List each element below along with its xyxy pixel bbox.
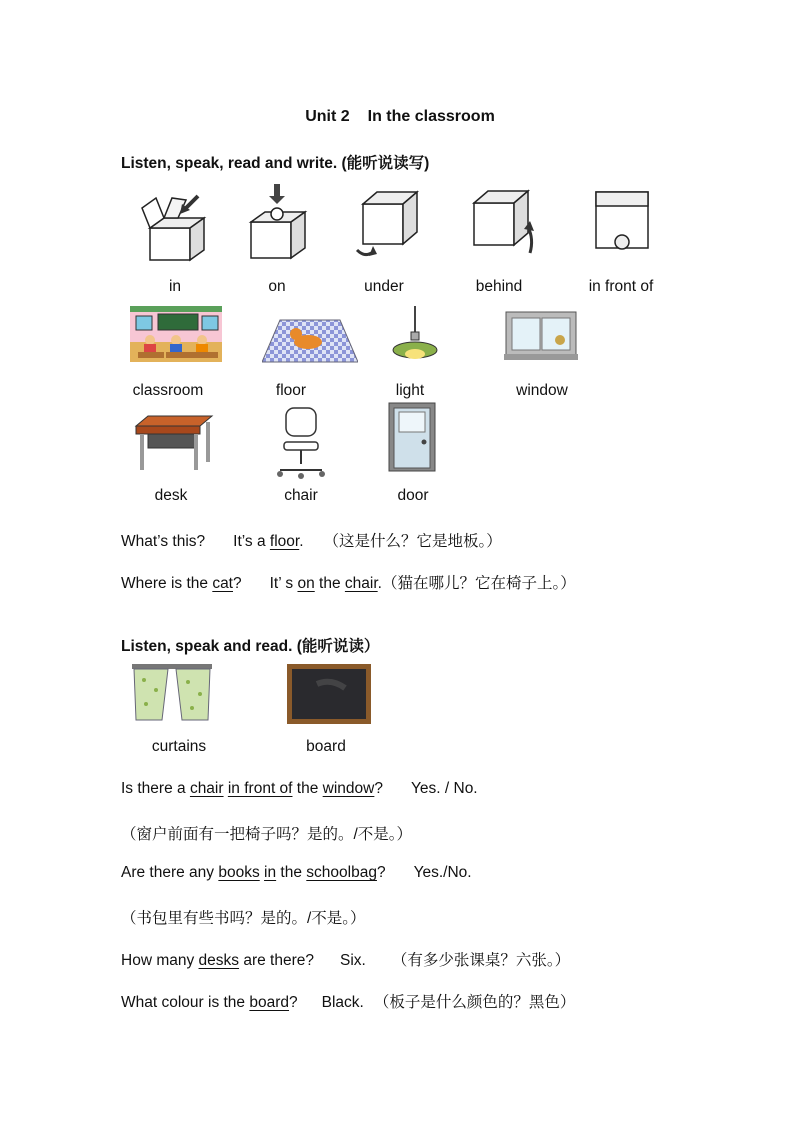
floor-picture: [262, 318, 358, 364]
underlined-word: chair: [189, 780, 224, 797]
underlined-word: on: [297, 575, 315, 592]
word-in: in: [168, 278, 182, 295]
sentence-whats-this: What’s this? It’s a floor. （这是什么？它是地板。）: [121, 533, 502, 550]
underlined-word: cat: [212, 575, 233, 592]
word-desk: desk: [154, 487, 188, 504]
door-picture: [388, 402, 436, 472]
underlined-word: in front of: [227, 780, 293, 797]
word-board: board: [306, 738, 346, 755]
sentence-what-colour-board: What colour is the board? Black. （板子是什么颜色的？黑色）: [121, 994, 576, 1011]
box-in-front-of-picture: [592, 190, 652, 252]
sentence-how-many-desks: How many desks are there? Six. （有多少张课桌？六张。）: [121, 952, 571, 969]
word-door: door: [397, 487, 429, 504]
word-curtains: curtains: [151, 738, 207, 755]
underlined-word: board: [249, 994, 290, 1011]
word-under: under: [364, 278, 404, 295]
underlined-word: floor: [269, 533, 300, 550]
sentence-where-is-cat: Where is the cat? It’ s on the chair.（猫在哪儿？它在椅子上。）: [121, 575, 576, 592]
box-on-picture: [243, 182, 313, 262]
page-title: [0, 108, 800, 126]
window-picture: [504, 310, 578, 360]
sentence-are-there-books: Are there any books in the schoolbag? Yes./No.: [121, 864, 472, 881]
classroom-picture: [130, 306, 222, 362]
translation-2: （书包里有些书吗？是的。/不是。）: [121, 910, 366, 927]
underlined-word: schoolbag: [306, 864, 377, 881]
light-picture: [392, 306, 438, 366]
section1-heading: Listen, speak, read and write. (能听说读写): [121, 155, 430, 172]
unit-number: Unit 2: [305, 108, 350, 125]
section2-heading: Listen, speak and read. (能听说读）: [121, 638, 380, 655]
word-in-front-of: in front of: [588, 278, 654, 295]
box-behind-picture: [468, 183, 540, 261]
word-chair: chair: [284, 487, 318, 504]
box-under-picture: [355, 186, 425, 261]
word-light: light: [395, 382, 425, 399]
box-in-picture: [138, 188, 208, 263]
underlined-word: window: [322, 780, 375, 797]
word-classroom: classroom: [132, 382, 204, 399]
underlined-word: chair: [344, 575, 378, 592]
translation-1: （窗户前面有一把椅子吗？是的。/不是。）: [121, 826, 413, 843]
desk-picture: [134, 410, 214, 472]
board-picture: [287, 664, 371, 724]
curtains-picture: [132, 664, 212, 722]
underlined-word: desks: [198, 952, 240, 969]
underlined-word: books: [218, 864, 260, 881]
word-window: window: [516, 382, 568, 399]
word-behind: behind: [475, 278, 523, 295]
word-on: on: [268, 278, 286, 295]
unit-name: In the classroom: [367, 108, 495, 125]
chair-picture: [272, 406, 330, 480]
sentence-is-there-chair: Is there a chair in front of the window? Yes. / No.: [121, 780, 478, 797]
word-floor: floor: [275, 382, 307, 399]
underlined-word: in: [264, 864, 277, 881]
